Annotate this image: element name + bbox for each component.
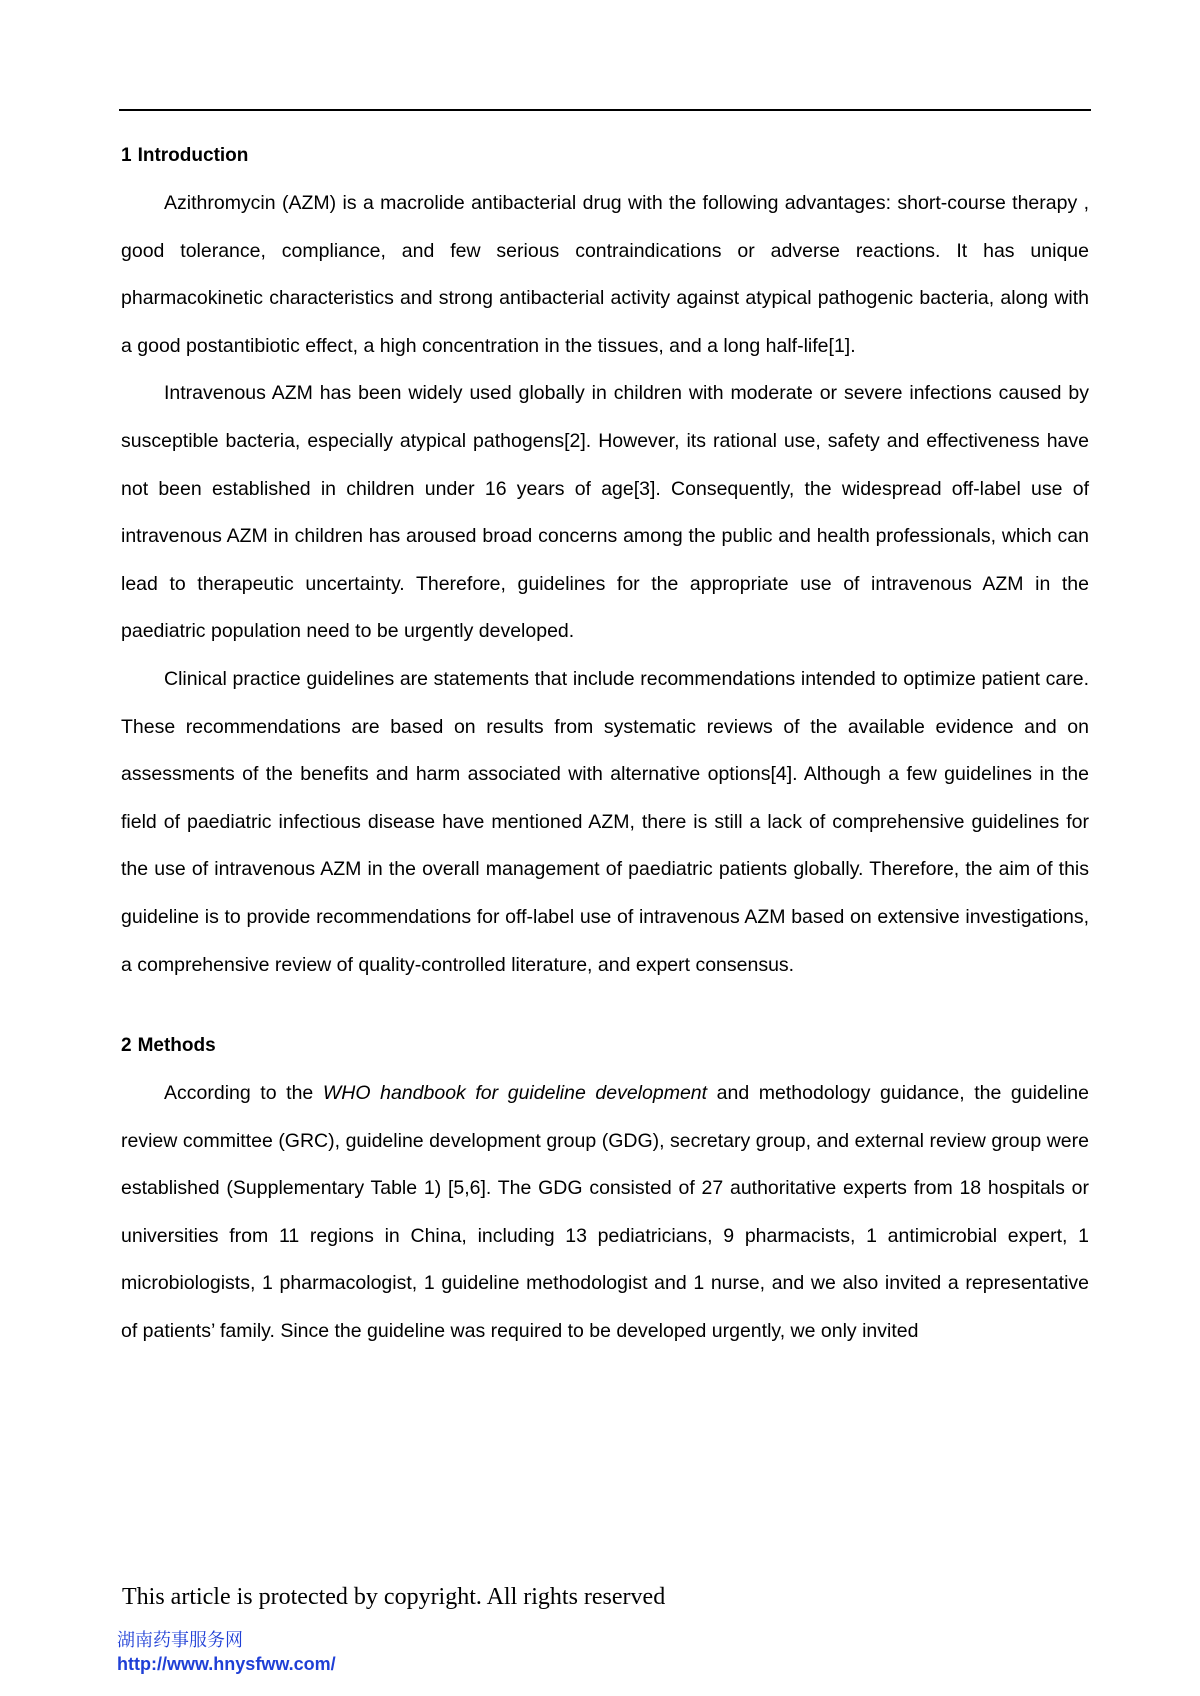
intro-paragraph-3: Clinical practice guidelines are statements that include recommendations intended to optimize patient care. These recommendations are based on results from systematic reviews of the available evidence and on assessments of the benefits and harm associated with alternative options[4]. Although a few guidelines in the field of paediatric infectious disease have mentioned AZM, there is still a lack of comprehensive guidelines for the use of intravenous AZM in the overall management of paediatric patients globally. Therefore, the aim of this guideline is to provide recommendations for off-label use of intravenous AZM based on extensive investigations, a comprehensive review of quality-controlled literature, and expert consensus.: [121, 667, 1089, 976]
methods-paragraph-1: [121, 1070, 1089, 1356]
header-rule: [119, 109, 1091, 111]
handbook-title: WHO handbook for guideline development: [322, 1082, 708, 1105]
section-heading-introduction: [121, 140, 1089, 172]
watermark-url-link[interactable]: http://www.hnysfww.com/: [117, 1654, 336, 1674]
article-body: [121, 140, 1089, 1356]
section-spacer: [121, 989, 1089, 1030]
intro-paragraph-2: Intravenous AZM has been widely used globally in children with moderate or severe infections caused by susceptible bacteria, especially atypical pathogens[2]. However, its rational use, safety and effectiveness have not been established in children under 16 years of age[3]. Consequently, the widespread off-label use of intravenous AZM in children has aroused broad concerns among the public and health professionals, which can lead to therapeutic uncertainty. Therefore, guidelines for the appropriate use of intravenous AZM in the paediatric population need to be urgently developed.: [121, 382, 1089, 643]
copyright-notice: This article is protected by copyright. All rights reserved: [122, 1584, 666, 1610]
section-heading-methods: [121, 1030, 1089, 1062]
section-number: 2: [121, 1035, 132, 1057]
intro-paragraph-1: Azithromycin (AZM) is a macrolide antibacterial drug with the following advantages: short-course therapy , good tolerance, compliance, and few serious contraindications or adverse reactions. It has unique pharmacokinetic characteristics and strong antibacterial activity against atypical pathogenic bacteria, along with a good postantibiotic effect, a high concentration in the tissues, and a long half-life[1].: [121, 192, 1089, 357]
methods-lead-text: According to the: [164, 1082, 323, 1105]
methods-body-text: and methodology guidance, the guideline review committee (GRC), guideline development group (GDG), secretary group, and external review group were established (Supplementary Table 1) [5,6]. The GDG consisted of 27 authoritative experts from 18 hospitals or universities from 11 regions in China, including 13 pediatricians, 9 pharmacists, 1 antimicrobial expert, 1 microbiologists, 1 pharmacologist, 1 guideline methodologist and 1 nurse, and we also invited a representative of patients’ family. Since the guideline was required to be developed urgently, we only invited: [121, 1082, 1089, 1343]
watermark-site-name: 湖南药事服务网: [117, 1630, 243, 1651]
section-title: Introduction: [137, 145, 249, 166]
section-number: 1: [121, 145, 132, 166]
section-title: Methods: [137, 1035, 216, 1057]
